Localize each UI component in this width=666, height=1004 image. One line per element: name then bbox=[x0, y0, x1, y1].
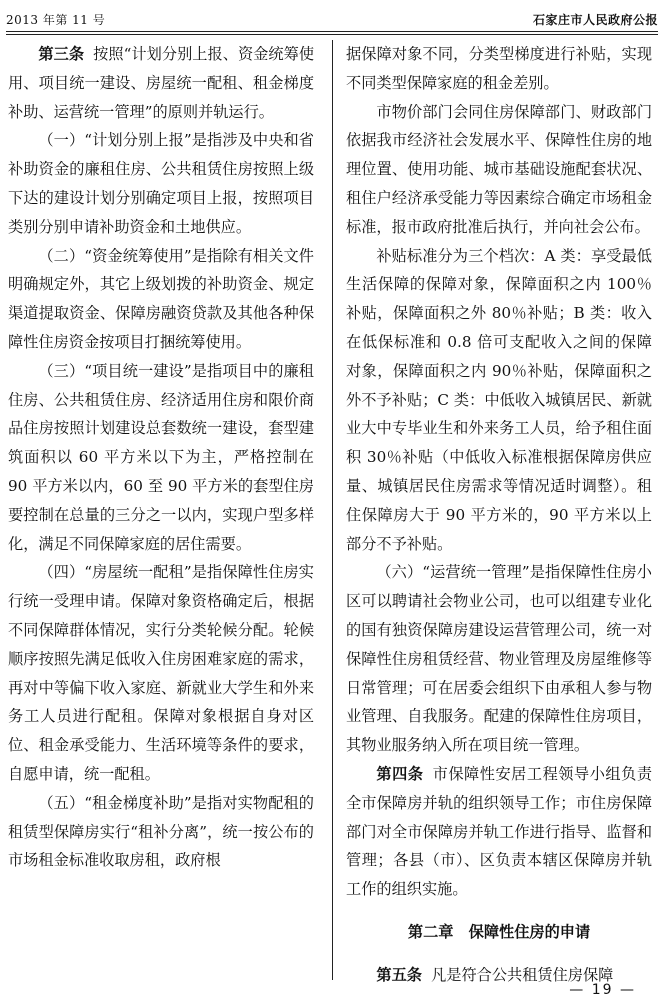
clause-1: （一）“计划分别上报”是指涉及中央和省补助资金的廉租住房、公共租赁住房按照上级下达的建设计划分别确定项目上报，按照项目类别分别申请补助资金和土地供应。 bbox=[8, 131, 314, 236]
article-3-label: 第三条 bbox=[38, 45, 85, 63]
price-paragraph: 市物价部门会同住房保障部门、财政部门依据我市经济社会发展水平、保障性住房的地理位置、使用功能、城市基础设施配套状况、租住户经济承受能力等因素综合确定市场租金标准，报市政府批准后执行，并向社会公布。 bbox=[346, 102, 652, 236]
clause-6: （六）“运营统一管理”是指保障性住房小区可以聘请社会物业公司，也可以组建专业化的国有独资保障房建设运营管理公司，统一对保障性住房租赁经营、物业管理及房屋维修等日常管理；可在居委会组织下由承租人参与物业管理、自我服务。配建的保障性住房项目，其物业服务纳入所在项目统一管理。 bbox=[346, 563, 652, 755]
page-number: — 19 — bbox=[569, 982, 636, 998]
article-4-label: 第四条 bbox=[376, 764, 424, 783]
article-4 bbox=[346, 760, 652, 904]
clause-5-continued: 据保障对象不同，分类型梯度进行补贴，实现不同类型保障家庭的租金差别。 bbox=[346, 45, 652, 92]
clause-5-start: （五）“租金梯度补助”是指对实物配租的租赁型保障房实行“租补分离”，统一按公布的市场租金标准收取房租，政府根 bbox=[8, 793, 314, 870]
publication-title: 石家庄市人民政府公报 bbox=[532, 13, 658, 27]
chapter-heading: 第二章 保障性住房的申请 bbox=[407, 922, 591, 941]
right-column bbox=[346, 40, 652, 990]
article-3-text: 按照“计划分别上报、资金统筹使用、项目统一建设、房屋统一配租、租金梯度补助、运营统一管理”的原则并轨运行。 bbox=[8, 45, 315, 121]
article-3 bbox=[8, 40, 314, 126]
left-column bbox=[8, 40, 314, 875]
page-header bbox=[6, 6, 658, 28]
article-4-text: 市保障性安居工程领导小组负责全市保障房并轨的组织领导工作；市住房保障部门对全市保障房并轨工作进行指导、监督和管理；各县（市）、区负责本辖区保障房并轨工作的组织实施。 bbox=[346, 764, 653, 899]
clause-3: （三）“项目统一建设”是指项目中的廉租住房、公共租赁住房、经济适用住房和限价商品住房按照计划建设总套数统一建设，套型建筑面积以 60 平方米以下为主，严格控制在 90 平方米以内，60 至 90 平方米的套型住房要控制在总量的三分之一以内，实现户型多样化，满足不同保障家庭的居住需要。 bbox=[8, 361, 314, 553]
clause-2: （二）“资金统筹使用”是指除有相关文件明确规定外，其它上级划拨的补助资金、规定渠道提取资金、保障房融资贷款及其他各种保障性住房资金按项目打捆统筹使用。 bbox=[8, 246, 314, 351]
article-5-label: 第五条 bbox=[376, 965, 422, 984]
clause-4: （四）“房屋统一配租”是指保障性住房实行统一受理申请。保障对象资格确定后，根据不同保障群体情况，实行分类轮候分配。轮候顺序按照先满足低收入住房困难家庭的需求，再对中等偏下收入家庭、新就业大学生和外来务工人员进行配租。保障对象根据自身对区位、租金承受能力、生活环境等条件的要求，自愿申请，统一配租。 bbox=[8, 563, 314, 783]
article-5-text: 凡是符合公共租赁住房保障 bbox=[431, 965, 614, 984]
subsidy-paragraph: 补贴标准分为三个档次：A 类：享受最低生活保障的保障对象，保障面积之内 100％补贴，保障面积之外 80％补贴；B 类：收入在低保标准和 0.8 倍可支配收入之间的保障对象，保障面积之内 90％补贴，保障面积之外不予补贴；C 类：中低收入城镇居民、新就业大中专毕业生和外来务工人员，给予租住面积 30％补贴（中低收入标准根据保障房供应量、城镇居民住房需求等情况适时调整）。租住保障房大于 90 平方米的，90 平方米以上部分不予补贴。 bbox=[346, 246, 652, 553]
issue-label: 2013 年第 11 号 bbox=[6, 13, 106, 27]
header-rule-top bbox=[6, 31, 658, 32]
column-divider bbox=[332, 40, 333, 980]
header-rule-bottom bbox=[6, 34, 658, 35]
